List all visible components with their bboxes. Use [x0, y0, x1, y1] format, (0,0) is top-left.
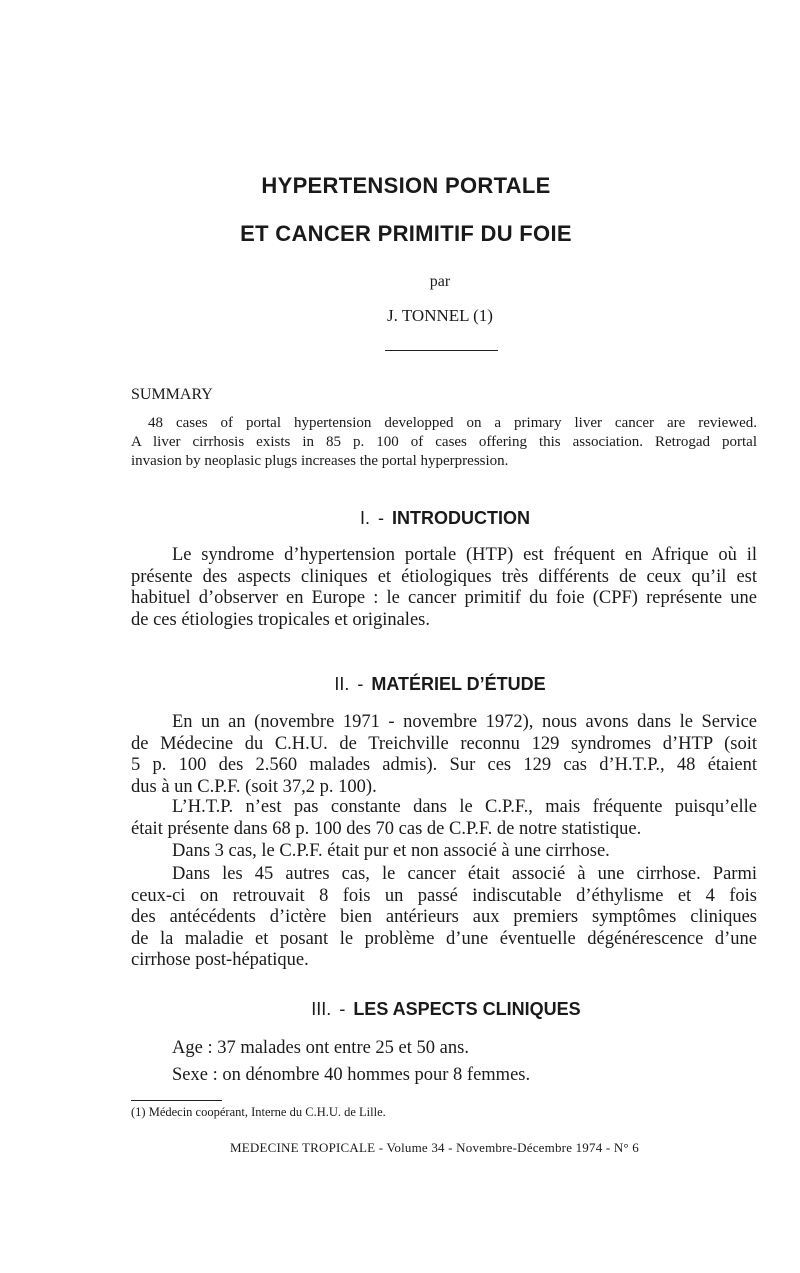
paragraph — [131, 797, 757, 840]
section-number: II. — [334, 674, 350, 694]
section-dash: - — [378, 508, 384, 528]
author-name: J. TONNEL (1) — [387, 306, 493, 325]
section-dash: - — [357, 674, 364, 694]
text-line: dus à un C.P.F. (soit 37,2 p. 100). — [131, 776, 377, 797]
paragraph — [131, 545, 757, 631]
title-divider — [385, 350, 498, 351]
paragraph — [131, 841, 757, 863]
byline-par: par — [429, 273, 451, 290]
section-title: MATÉRIEL D’ÉTUDE — [371, 674, 546, 694]
text-line: habituel d’observer en Europe : le cancer primitif du foie (CPF) représente une — [131, 588, 757, 608]
section-heading-materiel — [40, 674, 800, 695]
summary-line: 48 cases of portal hypertension developped on a primary liver cancer are reviewed. — [148, 415, 757, 431]
text-line: de la maladie et posant le problème d’une éventuelle dégénérescence d’une — [131, 928, 757, 949]
text-line: ceux-ci on retrouvait 8 fois un passé indiscutable d’éthylisme et 4 fois — [131, 885, 757, 906]
text-line: En un an (novembre 1971 - novembre 1972), nous avons dans le Service — [172, 712, 757, 732]
footnote: (1) Médecin coopérant, Interne du C.H.U. de Lille. — [131, 1105, 386, 1119]
running-footer: MEDECINE TROPICALE - Volume 34 - Novembre-Décembre 1974 - N° 6 — [230, 1140, 639, 1155]
text-line: cirrhose post-hépatique. — [131, 950, 309, 970]
text-line: des antécédents d’ictère bien antérieurs aux premiers symptômes cliniques — [131, 907, 757, 927]
section-title: LES ASPECTS CLINIQUES — [353, 999, 581, 1019]
paragraph — [131, 1065, 757, 1087]
text-line: Sexe : on dénombre 40 hommes pour 8 femmes. — [172, 1065, 531, 1085]
section-dash: - — [339, 999, 346, 1019]
summary-line: A liver cirrhosis exists in 85 p. 100 of cases offering this association. Retrogad portal — [131, 434, 757, 450]
summary-text — [131, 414, 757, 471]
section-number: III. — [311, 999, 332, 1019]
text-line: Dans les 45 autres cas, le cancer était associé à une cirrhose. Parmi — [172, 864, 757, 884]
article-title-line-1: HYPERTENSION PORTALE — [261, 173, 551, 198]
footnote-rule — [131, 1100, 222, 1101]
section-title: INTRODUCTION — [392, 508, 530, 528]
summary-line: invasion by neoplasic plugs increases the portal hyperpression. — [131, 453, 509, 469]
section-heading-aspects-cliniques — [46, 999, 800, 1020]
paragraph — [131, 864, 757, 972]
text-line: Le syndrome d’hypertension portale (HTP) est fréquent en Afrique où il — [172, 545, 757, 565]
summary-heading: SUMMARY — [131, 386, 213, 403]
text-line: Age : 37 malades ont entre 25 et 50 ans. — [172, 1038, 469, 1058]
text-line: Dans 3 cas, le C.P.F. était pur et non associé à une cirrhose. — [172, 841, 610, 861]
text-line: présente des aspects cliniques et étiologiques très différents de ceux qu’il est — [131, 566, 757, 587]
section-number: I. — [359, 508, 370, 528]
article-title-line-2: ET CANCER PRIMITIF DU FOIE — [240, 221, 572, 246]
text-line: 5 p. 100 des 2.560 malades admis). Sur ces 129 cas d’H.T.P., 48 étaient — [131, 755, 757, 775]
text-line: L’H.T.P. n’est pas constante dans le C.P.F., mais fréquente puisqu’elle — [172, 797, 757, 817]
text-line: de Médecine du C.H.U. de Treichville reconnu 129 syndromes d’HTP (soit — [131, 733, 757, 754]
section-heading-introduction — [45, 508, 800, 529]
text-line: de ces étiologies tropicales et originales. — [131, 609, 430, 630]
paragraph — [131, 1038, 757, 1060]
text-line: était présente dans 68 p. 100 des 70 cas de C.P.F. de notre statistique. — [131, 818, 642, 839]
paragraph — [131, 712, 757, 798]
